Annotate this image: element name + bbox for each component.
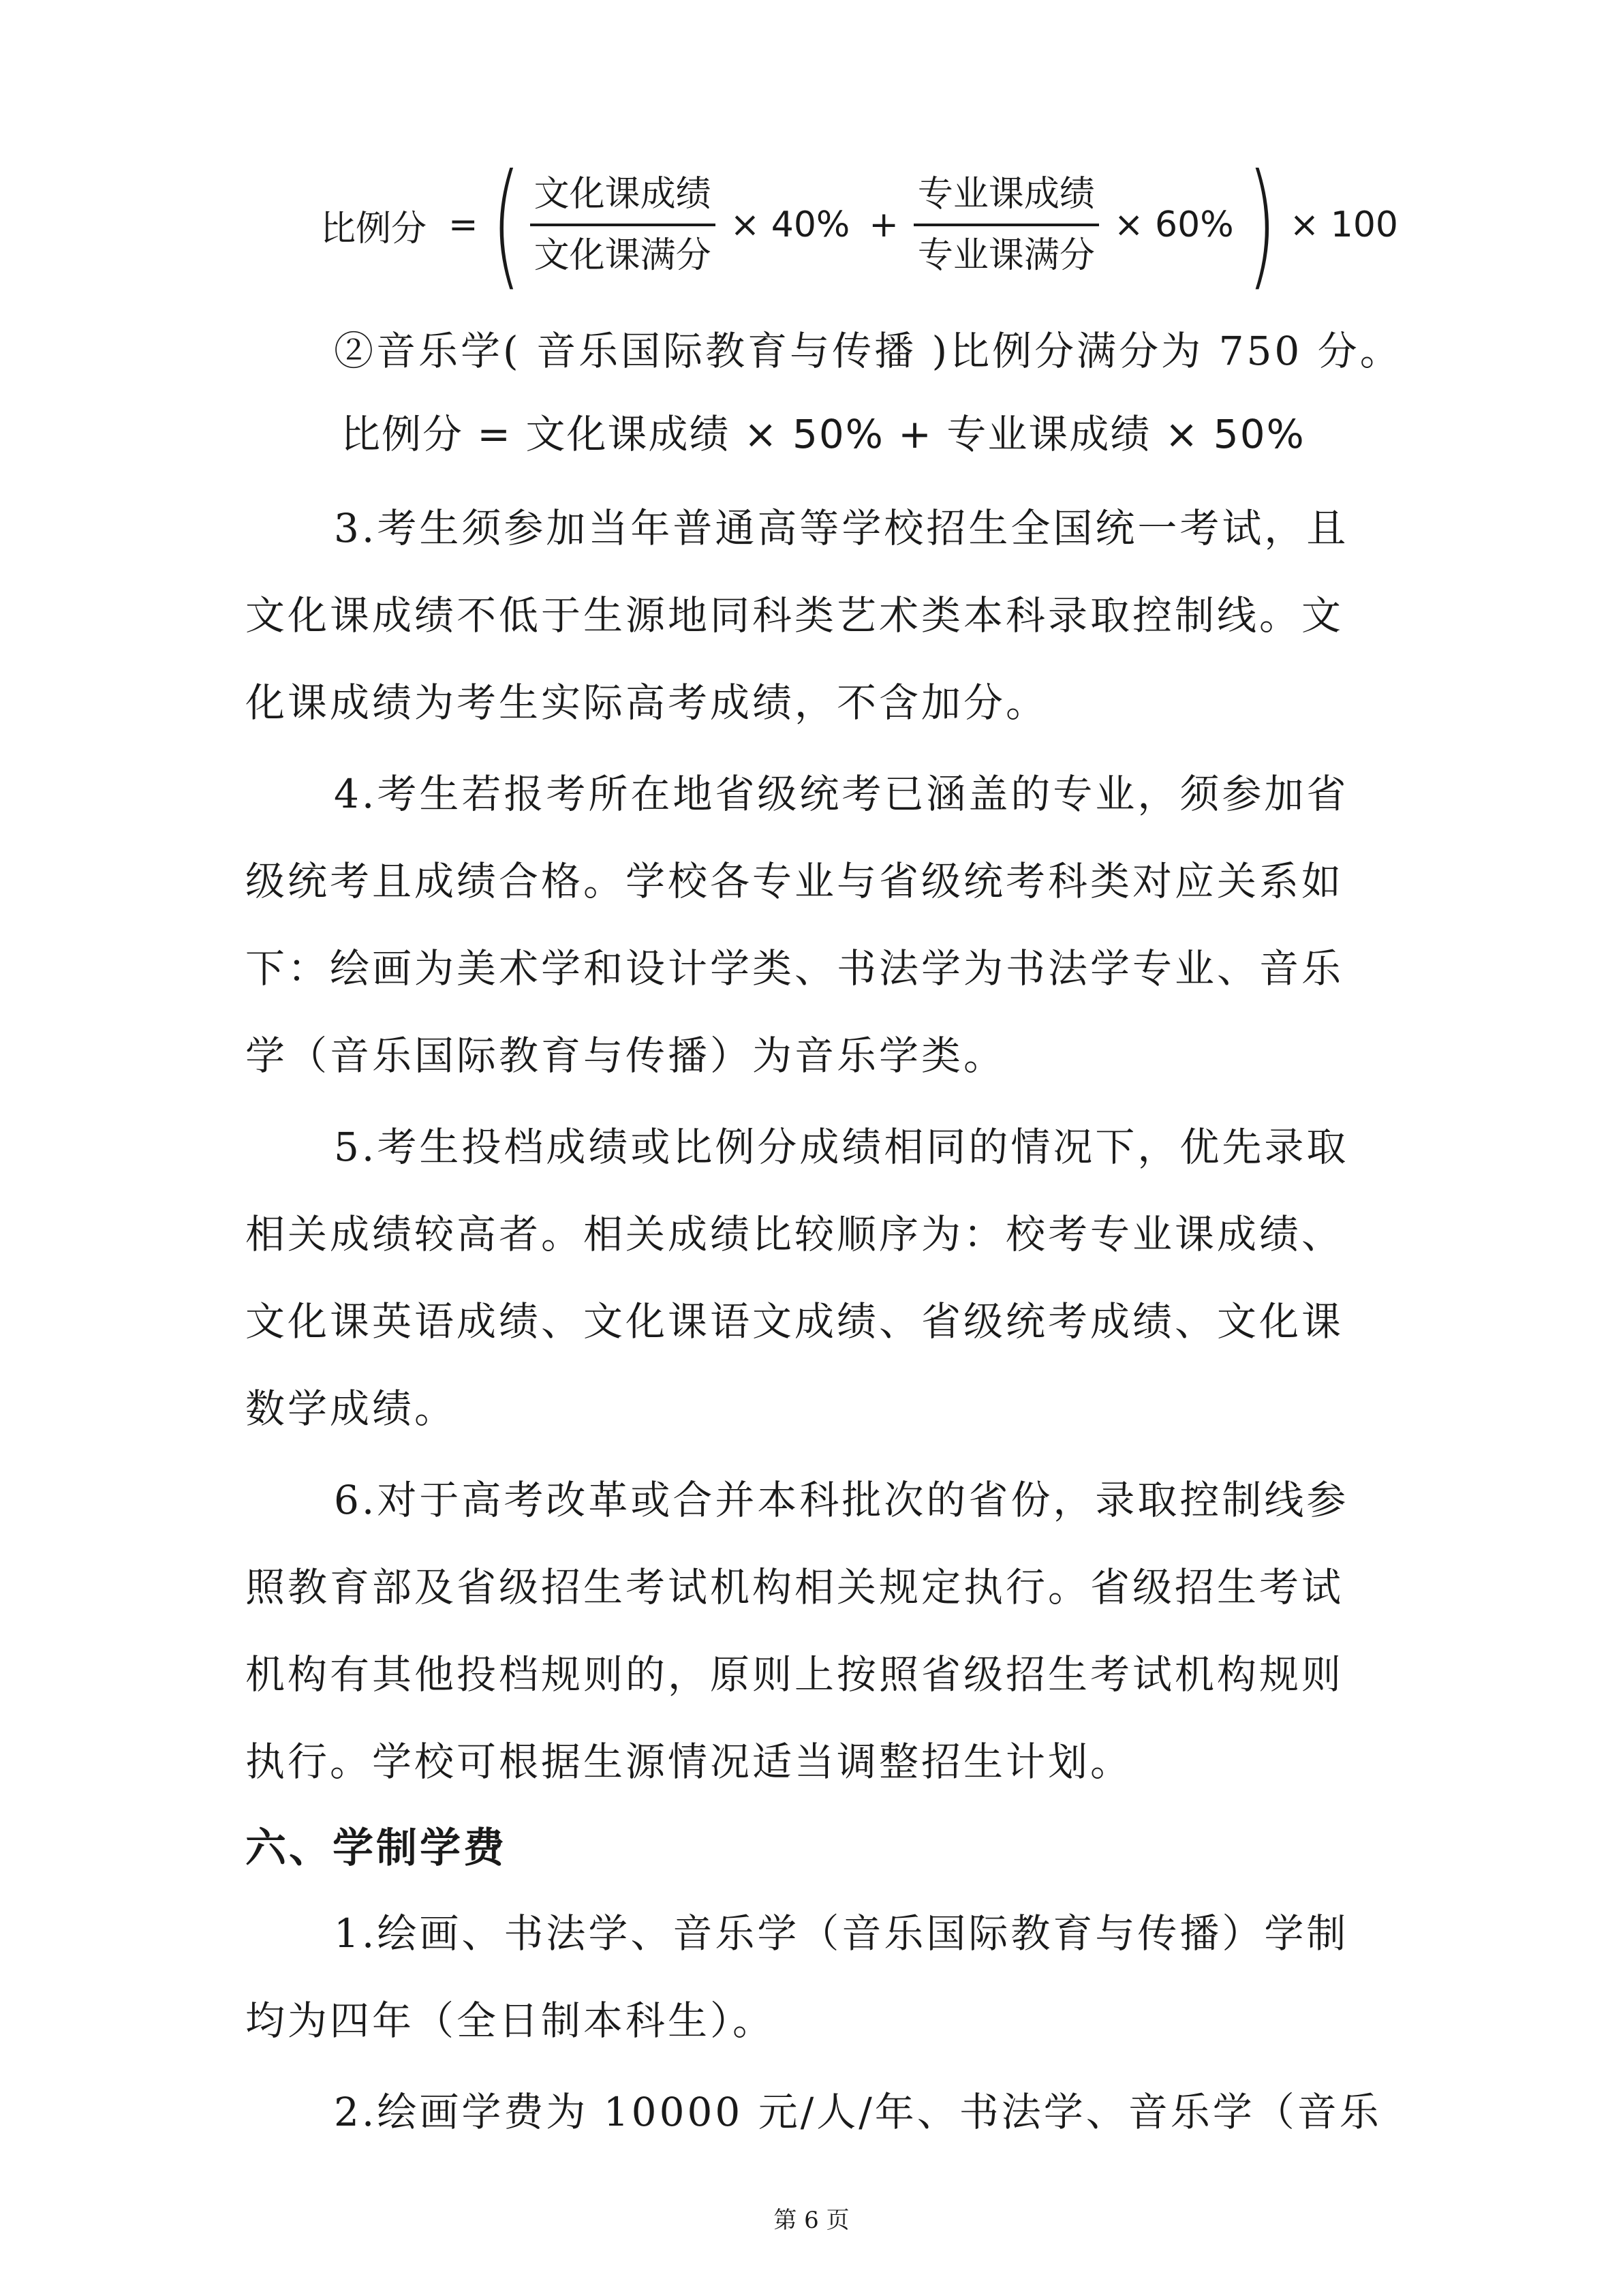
formula-times-100: × 100 xyxy=(1289,204,1398,245)
paragraph-3-line: 文化课成绩不低于生源地同科类艺术类本科录取控制线。文 xyxy=(245,592,1344,639)
paragraph-6-line: 6.对于高考改革或合并本科批次的省份，录取控制线参 xyxy=(334,1477,1349,1523)
fraction-culture xyxy=(530,165,715,285)
paragraph-5-line: 5.考生投档成绩或比例分成绩相同的情况下，优先录取 xyxy=(334,1124,1349,1170)
paragraph-6-line: 执行。学校可根据生源情况适当调整招生计划。 xyxy=(245,1739,1133,1785)
paragraph-4-line: 下：绘画为美术学和设计学类、书法学为书法学专业、音乐 xyxy=(245,945,1344,992)
paragraph-4-line: 级统考且成绩合格。学校各专业与省级统考科类对应关系如 xyxy=(245,858,1344,904)
paragraph-6-line: 机构有其他投档规则的，原则上按照省级招生考试机构规则 xyxy=(245,1651,1344,1698)
section-item-2-line: 2.绘画学费为 10000 元/人/年、书法学、音乐学（音乐 xyxy=(334,2089,1382,2135)
paragraph-6-line: 照教育部及省级招生考试机构相关规定执行。省级招生考试 xyxy=(245,1564,1344,1610)
section-item-1-line: 均为四年（全日制本科生）。 xyxy=(245,1997,775,2044)
paragraph-5-line: 相关成绩较高者。相关成绩比较顺序为：校考专业课成绩、 xyxy=(245,1211,1344,1257)
right-paren: ) xyxy=(1247,145,1277,304)
formula-times-40: × 40% xyxy=(730,204,850,245)
paragraph-3-line: 3.考生须参加当年普通高等学校招生全国统一考试，且 xyxy=(334,505,1349,551)
formula-times-60: × 60% xyxy=(1113,204,1234,245)
section-heading: 六、学制学费 xyxy=(245,1824,507,1872)
paragraph-4-line: 学（音乐国际教育与传播）为音乐学类。 xyxy=(245,1032,1006,1079)
formula-plus: + xyxy=(869,204,899,245)
section-item-1-line: 1.绘画、书法学、音乐学（音乐国际教育与传播）学制 xyxy=(334,1910,1349,1957)
fraction-denominator: 专业课满分 xyxy=(917,235,1095,276)
left-paren: ( xyxy=(491,145,521,304)
paragraph-5-line: 数学成绩。 xyxy=(245,1386,457,1432)
music-ratio-note: ②音乐学( 音乐国际教育与传播 )比例分满分为 750 分。 xyxy=(334,328,1402,374)
formula-equals: = xyxy=(448,204,478,245)
paragraph-5-line: 文化课英语成绩、文化课语文成绩、省级统考成绩、文化课 xyxy=(245,1298,1344,1345)
formula-label: 比例分 xyxy=(320,208,427,249)
fraction-numerator: 专业课成绩 xyxy=(917,174,1095,215)
ratio-score-formula-2: 比例分 = 文化课成绩 × 50% + 专业课成绩 × 50% xyxy=(341,411,1305,457)
fraction-major xyxy=(914,165,1099,285)
fraction-numerator: 文化课成绩 xyxy=(534,174,711,215)
ratio-score-formula-1 xyxy=(320,147,1408,303)
fraction-denominator: 文化课满分 xyxy=(534,235,711,276)
paragraph-4-line: 4.考生若报考所在地省级统考已涵盖的专业，须参加省 xyxy=(334,771,1349,817)
paragraph-3-line: 化课成绩为考生实际高考成绩，不含加分。 xyxy=(245,679,1049,726)
page-number: 第 6 页 xyxy=(773,2207,850,2234)
